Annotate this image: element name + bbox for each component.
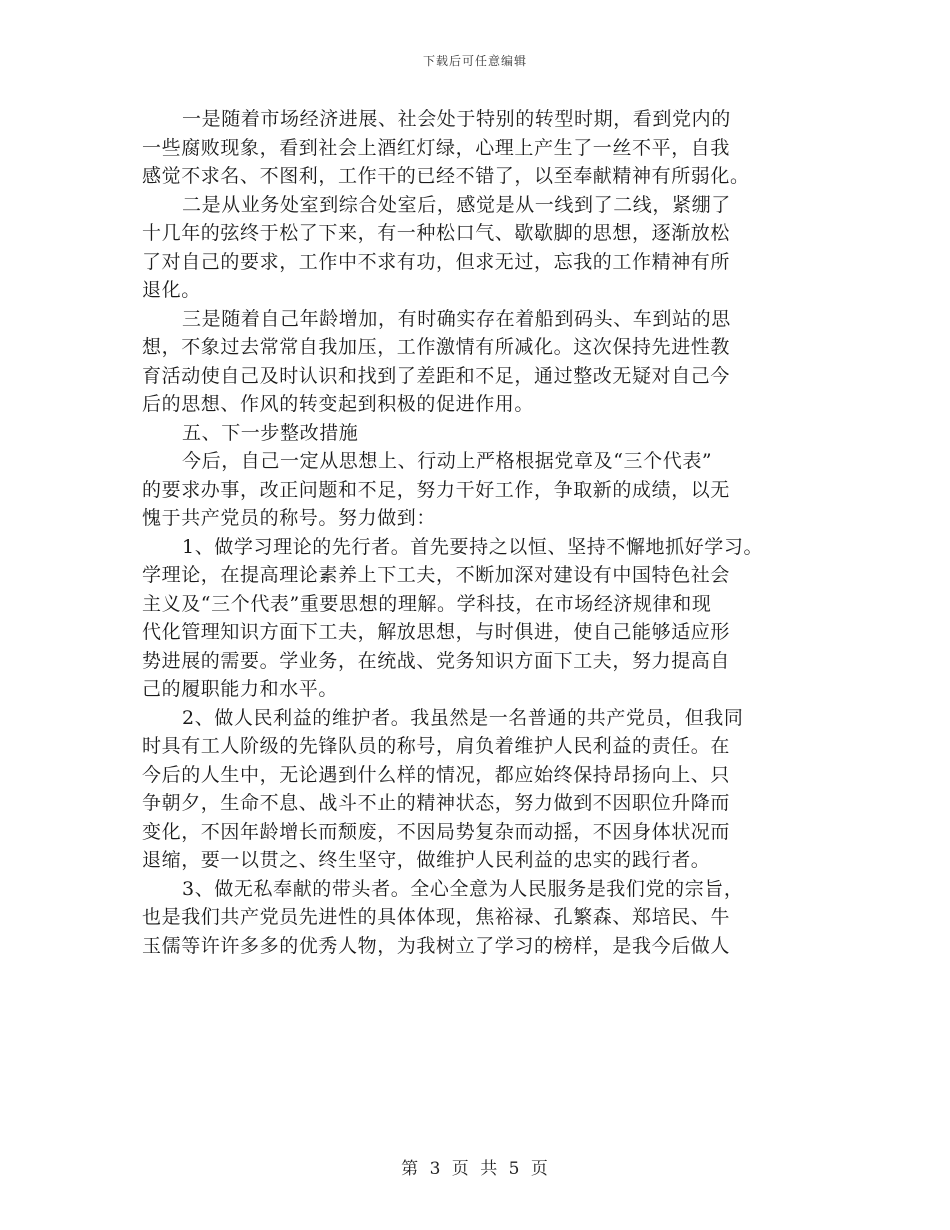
text-line: 今后的人生中，无论遇到什么样的情况，都应始终保持昂扬向上、只 — [142, 763, 731, 786]
text-line: 时具有工人阶级的先锋队员的称号，肩负着维护人民利益的责任。在 — [142, 735, 731, 757]
text-line: 变化，不因年龄增长而颓废，不因局势复杂而动摇，不因身体状况而 — [142, 820, 731, 843]
text-line: 一是随着市场经济进展、社会处于特别的转型时期，看到党内的 — [182, 108, 731, 130]
text-line: 退化。 — [142, 279, 201, 301]
text-line: 也是我们共产党员先进性的具体体现，焦裕禄、孔繁森、郑培民、牛 — [142, 906, 731, 928]
text-line: 后的思想、作风的转变起到积极的促进作用。 — [142, 393, 535, 415]
page-header: 下载后可任意编辑 — [422, 54, 527, 68]
text-line: 感觉不求名、不图利，工作干的已经不错了，以至奉献精神有所弱化。 — [142, 165, 750, 187]
text-line: 争朝夕，生命不息、战斗不止的精神状态，努力做到不因职位升降而 — [142, 792, 731, 814]
text-line: 学理论，在提高理论素养上下工夫，不断加深对建设有中国特色社会 — [142, 564, 731, 586]
text-line: 玉儒等许许多多的优秀人物，为我树立了学习的榜样，是我今后做人 — [142, 934, 731, 957]
text-line: 己的履职能力和水平。 — [142, 678, 339, 700]
page-number: 第 3 页 共 5 页 — [401, 1159, 549, 1179]
text-line: 1、做学习理论的先行者。首先要持之以恒、坚持不懈地抓好学习。 — [182, 535, 764, 558]
text-line: 2、做人民利益的维护者。我虽然是一名普通的共产党员，但我同 — [182, 706, 744, 729]
text-line: 势进展的需要。学业务，在统战、党务知识方面下工夫，努力提高自 — [142, 649, 731, 672]
text-line: 今后，自己一定从思想上、行动上严格根据党章及“三个代表” — [182, 450, 713, 472]
text-line: 代化管理知识方面下工夫，解放思想，与时俱进，使自己能够适应形 — [142, 621, 731, 643]
text-line: 一些腐败现象，看到社会上酒红灯绿，心理上产生了一丝不平，自我 — [142, 136, 731, 159]
text-line: 二是从业务处室到综合处室后，感觉是从一线到了二线，紧绷了 — [182, 193, 731, 216]
text-line: 退缩，要一以贯之、终生坚守，做维护人民利益的忠实的践行者。 — [142, 849, 711, 871]
text-line: 的要求办事，改正问题和不足，努力干好工作，争取新的成绩，以无 — [142, 478, 731, 501]
text-line: 育活动使自己及时认识和找到了差距和不足，通过整改无疑对自己今 — [142, 364, 731, 387]
text-line: 想，不象过去常常自我加压，工作激情有所减化。这次保持先进性教 — [142, 336, 731, 358]
text-line: 愧于共产党员的称号。努力做到： — [142, 507, 437, 529]
text-line: 了对自己的要求，工作中不求有功，但求无过，忘我的工作精神有所 — [142, 250, 731, 273]
text-line: 主义及“三个代表”重要思想的理解。学科技，在市场经济规律和现 — [142, 592, 712, 615]
text-line: 三是随着自己年龄增加，有时确实存在着船到码头、车到站的思 — [182, 307, 731, 330]
text-line: 3、做无私奉献的带头者。全心全意为人民服务是我们党的宗旨， — [182, 877, 744, 900]
document-body — [142, 105, 832, 960]
text-line: 十几年的弦终于松了下来，有一种松口气、歇歇脚的思想，逐渐放松 — [142, 222, 731, 244]
text-line: 五、下一步整改措施 — [182, 421, 359, 444]
